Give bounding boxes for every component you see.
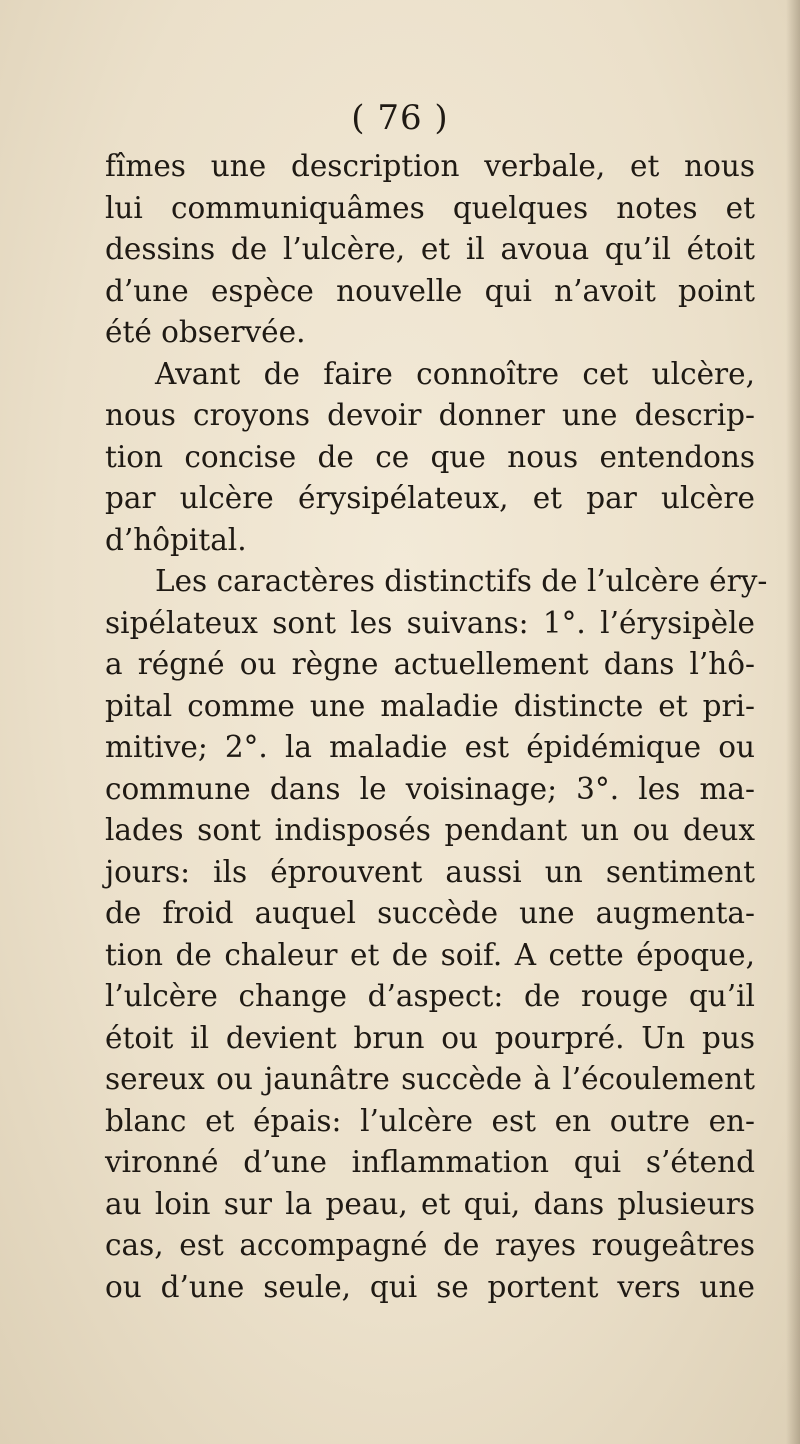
text-line: pital comme une maladie distincte et pri- bbox=[105, 688, 755, 723]
text-line: été observée. bbox=[105, 315, 306, 349]
text-line: mitive; 2°. la maladie est épidémique ou bbox=[105, 730, 755, 764]
text-line: d’une espèce nouvelle qui n’avoit point bbox=[105, 273, 755, 308]
page-number: ( 76 ) bbox=[351, 98, 449, 138]
text-line: sipélateux sont les suivans: 1°. l’érysipèle bbox=[105, 605, 755, 640]
text-line: sereux ou jaunâtre succède à l’écoulement bbox=[105, 1062, 755, 1096]
text-line: fîmes une description verbale, et nous bbox=[105, 149, 755, 183]
text-line: jours: ils éprouvent aussi un sentiment bbox=[105, 854, 755, 889]
paragraph-start-line: Avant de faire connoître cet ulcère, bbox=[155, 356, 755, 391]
text-line: vironné d’une inflammation qui s’étend bbox=[105, 1145, 755, 1179]
text-line: lades sont indisposés pendant un ou deux bbox=[105, 813, 755, 847]
text-line: d’hôpital. bbox=[105, 522, 247, 557]
text-line: cas, est accompagné de rayes rougeâtres bbox=[105, 1228, 755, 1262]
text-line: dessins de l’ulcère, et il avoua qu’il étoit bbox=[105, 232, 755, 266]
text-line: l’ulcère change d’aspect: de rouge qu’il bbox=[105, 979, 755, 1013]
text-line: ou d’une seule, qui se portent vers une bbox=[105, 1269, 755, 1304]
text-line: lui communiquâmes quelques notes et bbox=[105, 190, 755, 225]
text-line: a régné ou règne actuellement dans l’hô- bbox=[105, 647, 755, 681]
text-line: tion de chaleur et de soif. A cette époque, bbox=[105, 937, 755, 972]
text-line: blanc et épais: l’ulcère est en outre en- bbox=[105, 1103, 755, 1138]
text-line: étoit il devient brun ou pourpré. Un pus bbox=[105, 1020, 755, 1055]
text-line: nous croyons devoir donner une descrip- bbox=[105, 398, 755, 432]
text-line: au loin sur la peau, et qui, dans plusieurs bbox=[105, 1186, 755, 1221]
paragraph-start-line: Les caractères distinctifs de l’ulcère éry- bbox=[155, 564, 768, 598]
text-line: commune dans le voisinage; 3°. les ma- bbox=[105, 771, 755, 806]
text-line: par ulcère érysipélateux, et par ulcère bbox=[105, 481, 755, 515]
body-text bbox=[105, 146, 768, 1308]
page-edge-shadow bbox=[786, 0, 800, 1444]
text-line: de froid auquel succède une augmenta- bbox=[105, 896, 755, 930]
text-line: tion concise de ce que nous entendons bbox=[105, 439, 755, 474]
